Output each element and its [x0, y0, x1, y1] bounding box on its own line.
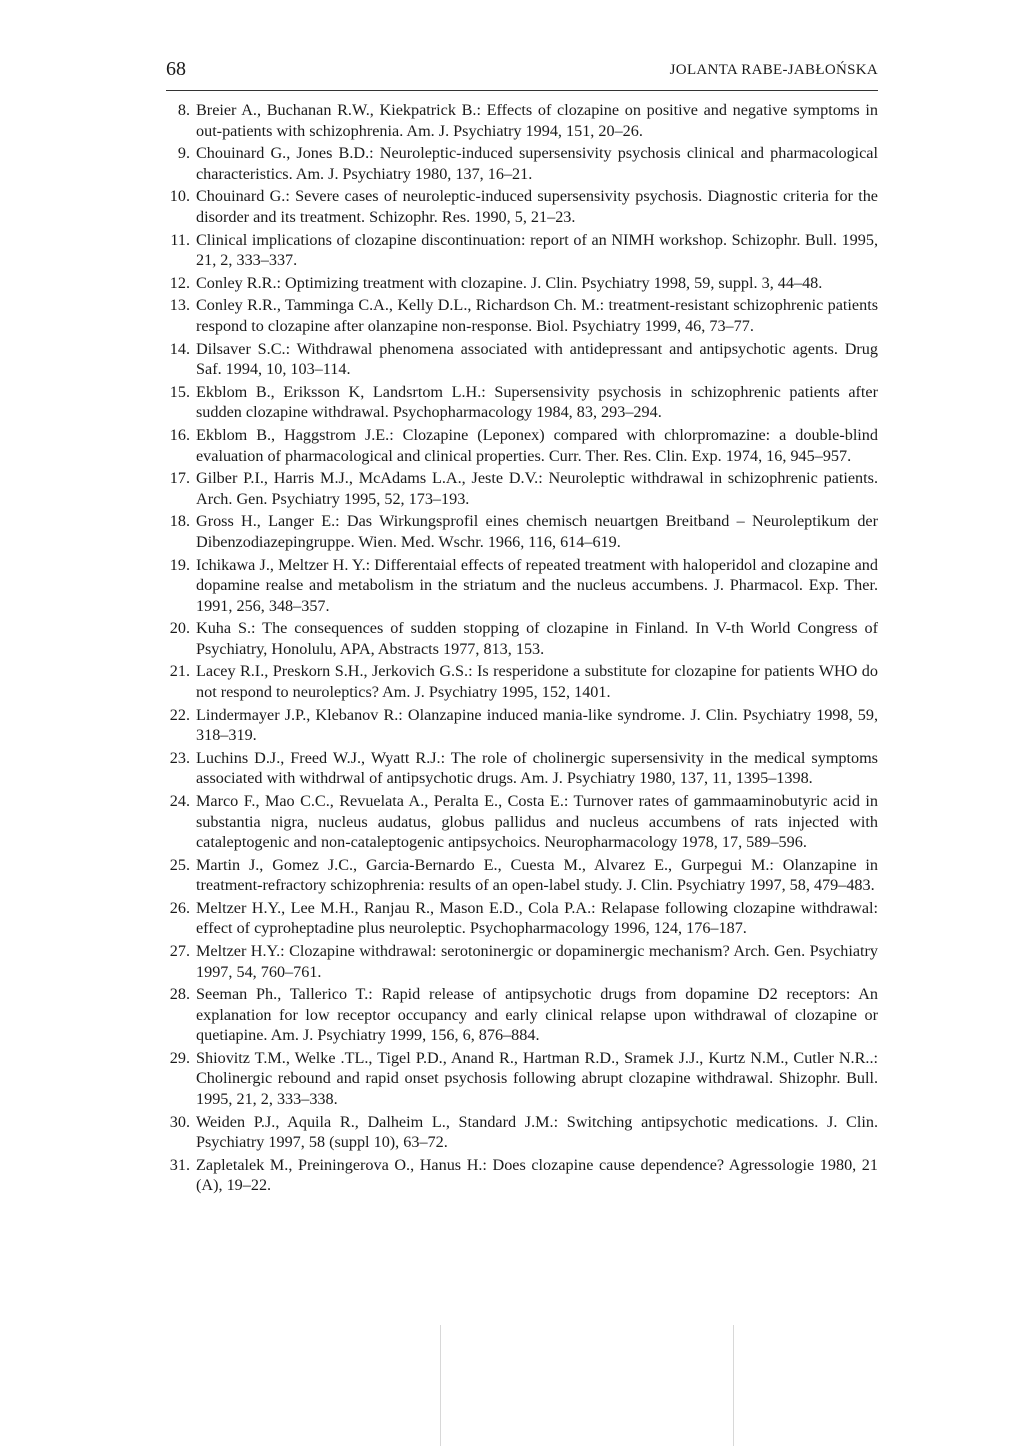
reference-text: Kuha S.: The consequences of sudden stopping of clozapine in Finland. In V-th World Congress of Psychiatry, Honolulu, APA, Abstracts 1977, 813, 153. [196, 619, 878, 658]
reference-number: 31. [169, 1155, 190, 1174]
reference-number: 17. [169, 469, 190, 488]
reference-number: 27. [169, 942, 190, 961]
reference-text: Ichikawa J., Meltzer H. Y.: Differentaial effects of repeated treatment with haloperidol and clozapine and dopamine realse and metabolism in the striatum and the nucleus accumbens. J. Pharmacol. Exp. Ther. 1991, 256, 348–357. [196, 555, 878, 615]
reference-number: 11. [170, 230, 190, 249]
reference-number: 26. [169, 898, 190, 917]
reference-item [166, 1112, 878, 1153]
reference-item [166, 468, 878, 509]
reference-item [166, 984, 878, 1046]
reference-number: 30. [169, 1112, 190, 1131]
scan-artifact-line [440, 1325, 441, 1446]
reference-item [166, 143, 878, 184]
reference-item [166, 339, 878, 380]
reference-text: Ekblom B., Haggstrom J.E.: Clozapine (Leponex) compared with chlorpromazine: a double-blind evaluation of pharmacological and clinical properties. Curr. Ther. Res. Clin. Exp. 1974, 16, 945–957. [196, 426, 878, 465]
reference-item [166, 941, 878, 982]
reference-item [166, 230, 878, 271]
reference-number: 23. [169, 748, 190, 767]
reference-text: Dilsaver S.C.: Withdrawal phenomena associated with antidepressant and antipsychotic agents. Drug Saf. 1994, 10, 103–114. [196, 339, 878, 379]
reference-text: Shiovitz T.M., Welke .TL., Tigel P.D., Anand R., Hartman R.D., Sramek J.J., Kurtz N.M., Cutler N.R..: Cholinergic rebound and rapid onset psychosis following abrupt clozapine withdrawal. Shizophr. Bull. 1995, 21, 2, 333–338. [196, 1048, 878, 1108]
reference-item [166, 855, 878, 896]
reference-text: Lindermayer J.P., Klebanov R.: Olanzapine induced mania-like syndrome. J. Clin. Psychiatry 1998, 59, 318–319. [196, 705, 878, 745]
reference-number: 13. [169, 296, 190, 315]
reference-item [166, 100, 878, 141]
reference-item [166, 618, 878, 659]
reference-text: Gross H., Langer E.: Das Wirkungsprofil eines chemisch neuartgen Breitband – Neuroleptikum der Dibenzodiazepingruppe. Wien. Med. Wschr. 1966, 116, 614–619. [196, 512, 878, 551]
page-number: 68 [166, 58, 186, 80]
reference-item [166, 748, 878, 789]
reference-number: 22. [169, 705, 190, 724]
reference-item [166, 295, 878, 336]
reference-text: Clinical implications of clozapine discontinuation: report of an NIMH workshop. Schizophr. Bull. 1995, 21, 2, 333–337. [196, 230, 878, 270]
reference-item [166, 661, 878, 702]
reference-number: 9. [177, 144, 190, 163]
reference-text: Gilber P.I., Harris M.J., McAdams L.A., Jeste D.V.: Neuroleptic withdrawal in schizophrenic patients. Arch. Gen. Psychiatry 1995, 52, 173–193. [196, 469, 878, 508]
reference-item [166, 382, 878, 423]
reference-number: 8. [177, 101, 190, 119]
reference-text: Meltzer H.Y., Lee M.H., Ranjau R., Mason E.D., Cola P.A.: Relapase following clozapine withdrawal: effect of cyproheptadine plus neuroleptic. Psychopharmacology 1996, 124, 176–187. [196, 898, 878, 938]
reference-text: Zapletalek M., Preiningerova O., Hanus H.: Does clozapine cause dependence? Agressologie 1980, 21 (A), 19–22. [196, 1155, 878, 1195]
page-header [166, 52, 878, 91]
reference-text: Breier A., Buchanan R.W., Kiekpatrick B.: Effects of clozapine on positive and negative symptoms in out-patients with schizophrenia. Am. J. Psychiatry 1994, 151, 20–26. [196, 101, 878, 140]
reference-text: Meltzer H.Y.: Clozapine withdrawal: serotoninergic or dopaminergic mechanism? Arch. Gen. Psychiatry 1997, 54, 760–761. [196, 942, 878, 981]
reference-item [166, 555, 878, 617]
reference-text: Luchins D.J., Freed W.J., Wyatt R.J.: The role of cholinergic supersensivity in the medical symptoms associated with withdrwal of antipsychotic drugs. Am. J. Psychiatry 1980, 137, 11, 1395–1398. [196, 748, 878, 788]
reference-item [166, 273, 878, 294]
reference-text: Conley R.R., Tamminga C.A., Kelly D.L., Richardson Ch. M.: treatment-resistant schizophrenic patients respond to clozapine after olanzapine non-response. Biol. Psychiatry 1999, 46, 73–77. [196, 296, 878, 335]
reference-item [166, 186, 878, 227]
reference-text: Martin J., Gomez J.C., Garcia-Bernardo E., Cuesta M., Alvarez E., Gurpegui M.: Olanzapine in treatment-refractory schizophrenia: results of an open-label study. J. Clin. Psychiatry 1997, 58, 479–483. [196, 855, 878, 895]
reference-item [166, 511, 878, 552]
reference-number: 12. [169, 273, 190, 292]
reference-number: 18. [169, 512, 190, 531]
reference-item [166, 1048, 878, 1110]
reference-item [166, 705, 878, 746]
reference-number: 19. [169, 555, 190, 574]
reference-text: Chouinard G., Jones B.D.: Neuroleptic-induced supersensivity psychosis clinical and pharmacological characteristics. Am. J. Psychiatry 1980, 137, 16–21. [196, 144, 878, 183]
reference-item [166, 898, 878, 939]
reference-number: 14. [169, 339, 190, 358]
reference-item [166, 425, 878, 466]
reference-number: 28. [169, 985, 190, 1004]
reference-number: 15. [169, 382, 190, 401]
reference-number: 29. [169, 1048, 190, 1067]
reference-text: Lacey R.I., Preskorn S.H., Jerkovich G.S.: Is resperidone a substitute for clozapine for patients WHO do not respond to neuroleptics? Am. J. Psychiatry 1995, 152, 1401. [196, 662, 878, 701]
reference-number: 21. [169, 662, 190, 681]
reference-text: Chouinard G.: Severe cases of neuroleptic-induced supersensivity psychosis. Diagnostic criteria for the disorder and its treatment. Schizophr. Res. 1990, 5, 21–23. [196, 187, 878, 226]
reference-text: Seeman Ph., Tallerico T.: Rapid release of antipsychotic drugs from dopamine D2 receptors: An explanation for low receptor occupancy and early clinical relapse upon withdrawal of clozapine or quetiapine. Am. J. Psychiatry 1999, 156, 6, 876–884. [196, 985, 878, 1045]
scan-artifact-line [733, 1325, 734, 1446]
reference-number: 25. [169, 855, 190, 874]
reference-item [166, 1155, 878, 1196]
reference-number: 24. [169, 792, 190, 810]
reference-text: Weiden P.J., Aquila R., Dalheim L., Standard J.M.: Switching antipsychotic medications. J. Clin. Psychiatry 1997, 58 (suppl 10), 63–72. [196, 1112, 878, 1152]
reference-list [166, 100, 878, 1198]
reference-text: Marco F., Mao C.C., Revuelata A., Peralta E., Costa E.: Turnover rates of gammaaminobutyric acid in substantia nigra, nucleus audatus, globus pallidus and nucleus accumbens of rats injected with cataleptogenic and non-cataleptogenic antipsychoics. Neuropharmacology 1978, 17, 589–596. [196, 792, 878, 851]
running-head: JOLANTA RABE-JABŁOŃSKA [669, 62, 878, 78]
reference-number: 10. [169, 187, 190, 206]
reference-number: 20. [169, 619, 190, 638]
reference-text: Conley R.R.: Optimizing treatment with clozapine. J. Clin. Psychiatry 1998, 59, suppl. 3, 44–48. [196, 273, 823, 292]
reference-item [166, 791, 878, 853]
reference-number: 16. [169, 426, 190, 444]
reference-text: Ekblom B., Eriksson K, Landsrtom L.H.: Supersensivity psychosis in schizophrenic patients after sudden clozapine withdrawal. Psychopharmacology 1984, 83, 293–294. [196, 382, 878, 422]
